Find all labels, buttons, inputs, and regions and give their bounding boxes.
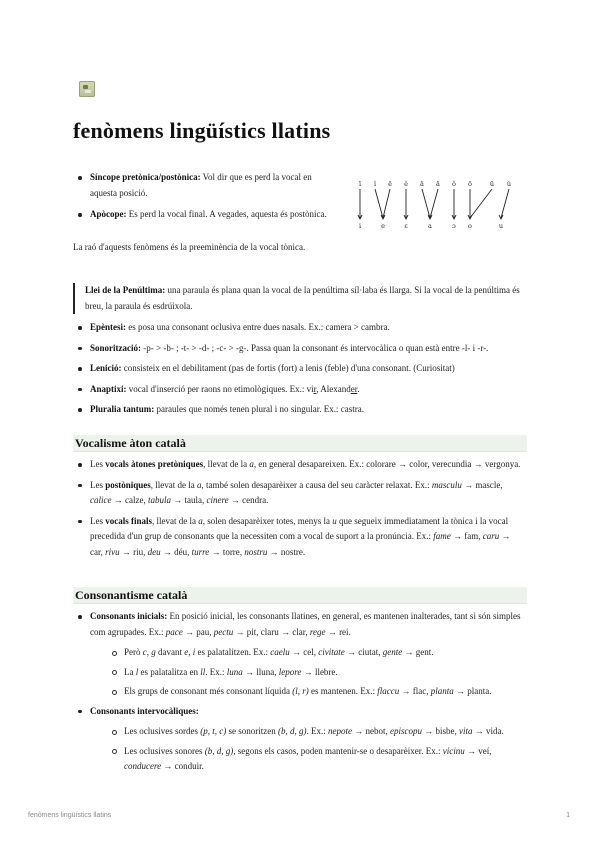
definition: Es perd la vocal final. A vegades, aquesta és postònica.	[126, 209, 327, 219]
list-item: Consonants inicials: En posició inicial, les consonants llatines, en general, es mantenen inalterades, tant si són simples com agrupades. Ex.: pace → pau, pectu → pit, claru → clar, rege → rei. Però c, g davant e, i es palatalitzen. Ex.: caelu → cel, civitate → ciutat, gente → gent. La l es palatalitza en ll. Ex.: luna → lluna, lepore → llebre. Els grups de consonant més consonant líquida (l, r) es mantenen. Ex.: flaccu → flac, planta → planta.	[73, 609, 525, 700]
result-vowel: u	[498, 222, 504, 230]
list-item	[73, 341, 528, 357]
text: Però	[124, 647, 143, 657]
definition: una paraula és plana quan la vocal de la penúltima síl·laba és llarga. Si la vocal de la penúltima és breu, la paraula és esdrúixola.	[85, 285, 520, 311]
result-vowel: ɛ	[404, 222, 408, 230]
example-result: rei	[339, 626, 349, 637]
term: Apòcope:	[90, 209, 127, 219]
example-result: veí	[478, 745, 490, 756]
sub-list-item: Les oclusives sordes (p, t, c) se sonoritzen (b, d, g). Ex.: nepote → nebot, episcopu → bisbe, vita → vida.	[90, 724, 525, 740]
example-source: cinere	[206, 495, 229, 505]
sub-list-item: Les oclusives sonores (b, d, g), segons els casos, poden mantenir-se o desaparèixer. Ex.: vicinu → veí, conducere → conduir.	[90, 744, 525, 775]
source-vowel: ŭ	[506, 180, 512, 188]
example-source: lepore	[278, 666, 302, 677]
example-source: flaccu	[377, 686, 400, 696]
example-result: vida	[486, 726, 502, 736]
example-result: conduir	[174, 761, 202, 771]
list-item	[73, 207, 328, 223]
example-source: calice	[90, 495, 112, 505]
example-result: mascle	[475, 479, 501, 490]
text: davant	[155, 647, 185, 657]
evolution-arrow	[430, 189, 438, 218]
consonantisme-list	[73, 609, 525, 779]
example-source: civitate	[318, 647, 345, 657]
sub-list-item: Els grups de consonant més consonant líquida (l, r) es mantenen. Ex.: flaccu → flac, planta → planta.	[90, 684, 525, 700]
example-source: vita	[459, 726, 473, 736]
rules-list	[73, 320, 528, 423]
list-item	[73, 402, 528, 418]
example-source: luna	[226, 666, 243, 677]
example-result: pit	[246, 626, 257, 637]
definition: es posa una consonant oclusiva entre dues nasals. Ex.: camera > cambra.	[126, 322, 390, 332]
example-result: fam	[464, 531, 479, 541]
example-source: caru	[482, 531, 500, 541]
emphasis: (p, t, c)	[200, 726, 227, 736]
footer-title: fenòmens lingüístics llatins	[28, 812, 112, 819]
sub-list-item: Però c, g davant e, i es palatalitzen. Ex.: caelu → cel, civitate → ciutat, gente → gent.	[90, 645, 525, 661]
example-source: nepote	[328, 726, 352, 736]
sub-list	[90, 724, 525, 775]
source-vowel: ĕ	[404, 180, 408, 188]
term: Lenició:	[90, 363, 122, 373]
example-source: pace	[165, 626, 183, 637]
emphasis: a	[197, 479, 202, 490]
text: es palatalitzen. Ex.:	[195, 647, 271, 657]
text: La	[124, 666, 136, 677]
term: Anaptixi:	[90, 383, 127, 394]
section-heading-consonantisme: Consonantisme català	[73, 587, 527, 604]
definition: consisteix en el debilitament (pas de fortis (fort) a lenis (feble) d'una consonant. (Curiositat)	[121, 363, 455, 373]
text: , solen desaparèixer totes, menys la	[202, 515, 333, 526]
emphasis: (b, d, g)	[204, 745, 234, 756]
page-icon	[79, 81, 95, 97]
text: que segueix immediatament la tònica i la vocal precedida d'un grup de consonants que la necessiten com a vocal de suport a la pronúncia. Ex.:	[90, 515, 509, 541]
emphasis: ll	[200, 666, 206, 677]
section-heading-vocalisme: Vocalisme àton català	[73, 435, 527, 452]
list-item	[73, 320, 528, 336]
source-vowel: ă	[436, 180, 440, 188]
definition: -p- > -b- ; -t- > -d- ; -c- > -g-. Passa quan la consonant és intervocàlica o quan està entre -l- i -r-.	[141, 342, 489, 353]
intro-note: La raó d'aquests fenòmens és la preeminència de la vocal tònica.	[73, 242, 306, 252]
sub-list	[90, 645, 525, 700]
text: Els grups de consonant més consonant líquida	[124, 686, 293, 696]
example-source: fame	[433, 531, 451, 541]
text: Les oclusives sonores	[124, 745, 205, 756]
example-source: episcopu	[390, 726, 422, 736]
text: Les	[90, 515, 106, 526]
definition: , Alexand	[316, 383, 351, 394]
evolution-arrow	[383, 189, 390, 218]
list-item	[73, 704, 525, 775]
evolution-arrow	[501, 189, 509, 218]
example-result: pau	[196, 626, 210, 637]
emphasis: c, g	[142, 647, 156, 657]
example-source: nostru	[244, 546, 268, 557]
example-result: llebre	[314, 666, 336, 677]
example-source: vicinu	[442, 745, 465, 756]
source-vowel: ī	[358, 180, 362, 188]
evolution-arrow	[470, 189, 492, 218]
example-result: lluna	[256, 666, 275, 677]
source-vowel: ē	[388, 180, 392, 188]
intro-list	[73, 170, 328, 229]
example-result: clar	[292, 626, 306, 637]
term: vocals finals	[105, 515, 153, 526]
sub-list-item: La l es palatalitza en ll. Ex.: luna → lluna, lepore → llebre.	[90, 665, 525, 681]
example-source: masculu	[431, 479, 462, 490]
term: Llei de la Penúltima:	[85, 285, 166, 295]
list-item	[73, 382, 528, 398]
term: Consonants intervocàliques:	[90, 705, 199, 716]
example-source: caelu	[270, 647, 290, 657]
emphasis: e, i	[184, 647, 196, 657]
example-source: tabula	[147, 495, 171, 505]
result-vowel: e	[381, 222, 385, 230]
example-result: ciutat	[358, 647, 379, 657]
page-number: 1	[566, 812, 570, 819]
example-result: bisbe	[435, 726, 455, 736]
example-result: flac	[412, 686, 427, 696]
definition: Vol dir que es perd la vocal en aquesta posició.	[90, 172, 312, 198]
source-vowel: ū	[489, 180, 495, 188]
example-result: déu	[174, 546, 188, 557]
example-result: riu	[133, 546, 144, 557]
result-vowel: a	[428, 222, 432, 230]
example-source: rege	[309, 626, 326, 637]
text: es mantenen. Ex.:	[308, 686, 378, 696]
result-vowel: o	[468, 222, 472, 230]
source-vowel: ĭ	[373, 180, 377, 188]
vowel-evolution-figure	[348, 178, 518, 233]
text: . Ex.:	[205, 666, 227, 677]
example-source: turre	[191, 546, 210, 557]
example-result: nostre	[280, 546, 303, 557]
definition: vocal d'inserció per raons no etimològiques. Ex.: vi	[126, 383, 314, 394]
example-source: deu	[147, 546, 161, 557]
text: se sonoritzen	[226, 726, 278, 736]
text: En posició inicial, les consonants llatines, en general, es mantenen inalterades, tant si són simples com agrupades. Ex.:	[90, 611, 521, 637]
emphasis: (b, d, g)	[278, 726, 307, 736]
example-result: cendra	[242, 495, 267, 505]
page-title: fenòmens lingüístics llatins	[73, 118, 331, 143]
example-source: gente	[382, 647, 403, 657]
text: Les	[90, 479, 106, 490]
emphasis: (l, r)	[292, 686, 309, 696]
text: Les	[90, 459, 106, 469]
example-result: calze	[125, 495, 144, 505]
vocalisme-list	[73, 457, 525, 565]
example-source: pectu	[213, 626, 234, 637]
text: , llevat de la	[203, 459, 250, 469]
example-result: taula	[184, 495, 202, 505]
list-item: Les postòniques, llevat de la a, també solen desaparèixer a causa del seu caràcter relaxat. Ex.: masculu → mascle, calice → calze, tabula → taula, cinere → cendra.	[73, 478, 525, 509]
emphasis: a	[249, 459, 254, 469]
text: Les oclusives sordes	[124, 726, 201, 736]
definition: paraules que només tenen plural i no singular. Ex.: castra.	[154, 404, 364, 414]
evolution-arrow	[422, 189, 430, 218]
text: , també solen desaparèixer a causa del seu caràcter relaxat. Ex.:	[201, 479, 432, 490]
text: . Ex.:	[306, 726, 328, 736]
example-result: torre	[222, 546, 240, 557]
source-vowel: ā	[420, 180, 424, 188]
term: Pluralia tantum:	[90, 404, 155, 414]
result-vowel: i	[358, 222, 362, 230]
text: , segons els casos, poden mantenir-se o desaparèixer. Ex.:	[233, 745, 443, 756]
example-source: claru	[260, 626, 279, 637]
text: , llevat de la	[150, 479, 198, 490]
underline: er	[350, 383, 358, 394]
text: , llevat de la	[152, 515, 199, 526]
emphasis: a	[198, 515, 203, 526]
result-vowel: ɔ	[452, 222, 456, 230]
term: postòniques	[105, 479, 151, 490]
term: Epèntesi:	[90, 322, 126, 332]
example-source: conducere	[124, 761, 162, 771]
text: , en general desapareixen. Ex.: colorare → color, verecundia → vergonya.	[253, 459, 521, 469]
example-result: car	[90, 546, 101, 557]
term: Sonorització:	[90, 342, 141, 353]
list-item	[73, 457, 525, 473]
emphasis: u	[332, 515, 337, 526]
list-item: Les vocals finals, llevat de la a, solen desaparèixer totes, menys la u que segueix immediatament la tònica i la vocal precedida d'un grup de consonants que la necessiten com a vocal de suport a la pronúncia. Ex.: fame → fam, caru → car, rivu → riu, deu → déu, turre → torre, nostru → nostre.	[73, 514, 525, 561]
example-result: planta	[467, 686, 490, 696]
list-item	[73, 170, 328, 201]
penultima-quote	[73, 283, 537, 314]
definition: .	[357, 383, 360, 394]
text: es palatalitza en	[138, 666, 201, 677]
example-source: planta	[430, 686, 454, 696]
term: vocals àtones pretòniques	[105, 459, 204, 469]
underline: r	[313, 383, 317, 394]
example-source: rivu	[105, 546, 120, 557]
example-result: cel	[303, 647, 314, 657]
source-vowel: ŏ	[452, 180, 456, 188]
term: Consonants inicials:	[90, 611, 168, 621]
source-vowel: ō	[468, 180, 472, 188]
example-result: gent	[415, 647, 432, 657]
emphasis: l	[135, 666, 139, 677]
term: Síncope pretònica/postònica:	[90, 172, 201, 182]
list-item	[73, 361, 528, 377]
evolution-arrow	[375, 189, 383, 218]
example-result: nebot	[365, 726, 386, 736]
